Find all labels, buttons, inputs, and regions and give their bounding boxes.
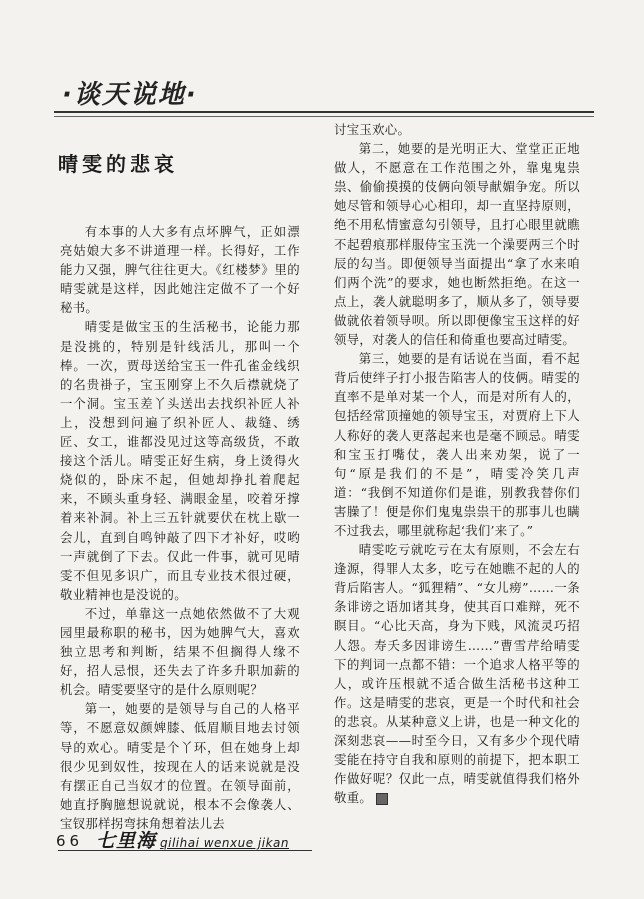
paragraph: 不过，单靠这一点她依然做不了大观园里最称职的秘书，因为她脾气大，喜欢独立思考和判断，结果不但搁得人缘不好，招人忌恨，还失去了许多升职加薪的机会。晴雯要坚守的是什么原则呢？ [60,605,300,698]
page-number: 66 [56,832,84,850]
paragraph: 第三，她要的是有话说在当面，看不起背后使绊子打小报告陷害人的伎俩。晴雯的直率不是单对某一个人，而是对所有人的，包括经常顶撞她的领导宝玉，对贾府上下人人称好的袭人更落起来也是毫不顾忌。晴雯和宝玉打嘴仗，袭人出来劝架，说了一句“原是我们的不是”，晴雯冷笑几声道：“我倒不知道你们是谁，别教我替你们害臊了！便是你们鬼鬼祟祟干的那事儿也瞒不过我去，哪里就称起‘我们’来了。” [334,351,580,538]
paragraph: 第二，她要的是光明正大、堂堂正正地做人，不愿意在工作范围之外，靠鬼鬼祟祟、偷偷摸摸的伎俩向领导献媚争宠。所以她尽管和领导心心相印，却一直坚持原则，绝不用私情蜜意勾引领导，且打心眼里就瞧不起碧痕那样服侍宝玉洗一个澡要两三个时辰的勾当。即便领导当面提出“拿了水来咱们两个洗”的要求，她也断然拒绝。在这一点上，袭人就聪明多了，顺从多了，领导要做就依着领导呗。所以即便像宝玉这样的好领导，对袭人的信任和倚重也要高过晴雯。 [334,141,580,348]
magazine-logo: 七里海 [96,830,157,852]
right-text-column [334,120,580,806]
header-rule-thin [54,116,594,117]
paragraph: 晴雯是做宝玉的生活秘书，论能力那是没挑的，特别是针线活儿，那叫一个棒。一次，贾母送给宝玉一件孔雀金线织的名贵褂子，宝玉刚穿上不久后襟就烧了一个洞。宝玉差丫头送出去找织补匠人补上，没想到问遍了织补匠人、裁缝、绣匠、女工，谁都没见过这等高级货，不敢接这个活儿。晴雯正好生病，身上烫得火烧似的，卧床不起，但她却挣扎着爬起来，不顾头重身轻、满眼金星，咬着牙撑着来补洞。补上三五针就要伏在枕上歇一会儿，直到自鸣钟敲了四下才补好，哎哟一声就倒了下去。仅此一件事，就可见晴雯不但见多识广，而且专业技术很过硬，敬业精神也是没说的。 [60,319,300,602]
header-rule [54,111,594,113]
paragraph: 讨宝玉欢心。 [334,122,411,137]
column-label: ·谈天说地· [62,80,198,110]
magazine-pinyin: qilihai wenxue jikan [160,836,290,850]
article-title: 晴雯的悲哀 [58,152,178,176]
paragraph-text: 晴雯吃亏就吃亏在太有原则，不会左右逢源，得罪人太多，吃亏在她瞧不起的人的背后陷害人。“狐狸精”、“女儿痨”……一条条诽谤之语加诸其身，使其百口难辩，死不瞑目。“心比天高，身为下贱，风流灵巧招人怨。寿夭多因诽谤生……”曹雪芹给晴雯下的判词一点都不错：一个追求人格平等的人，或许压根就不适合做生活秘书这种工作。这是晴雯的悲哀，更是一个时代和社会的悲哀。从某种意义上讲，也是一种文化的深刻悲哀——时至今日，又有多少个现代晴雯能在持守自我和原则的前提下，把本职工作做好呢？仅此一点，晴雯就值得我们格外敬重。 [334,542,580,806]
left-text-column [60,222,300,831]
paragraph-final [334,540,580,807]
footer-rule [58,850,312,851]
paragraph: 第一，她要的是领导与自己的人格平等，不愿意奴颜婢膝、低眉顺目地去讨领导的欢心。晴雯是个丫环，但在她身上却很少见到奴性，按现在人的话来说就是没有摆正自己当奴才的位置。在领导面前，她直抒胸臆想说就说，根本不会像袭人、宝钗那样拐弯抹角想着法儿去 [60,701,300,831]
end-square-icon [376,793,388,805]
paragraph: 有本事的人大多有点坏脾气，正如漂亮姑娘大多不讲道理一样。长得好，工作能力又强，脾气往往更大。《红楼梦》里的晴雯就是这样，因此她注定做不了一个好秘书。 [60,224,300,316]
